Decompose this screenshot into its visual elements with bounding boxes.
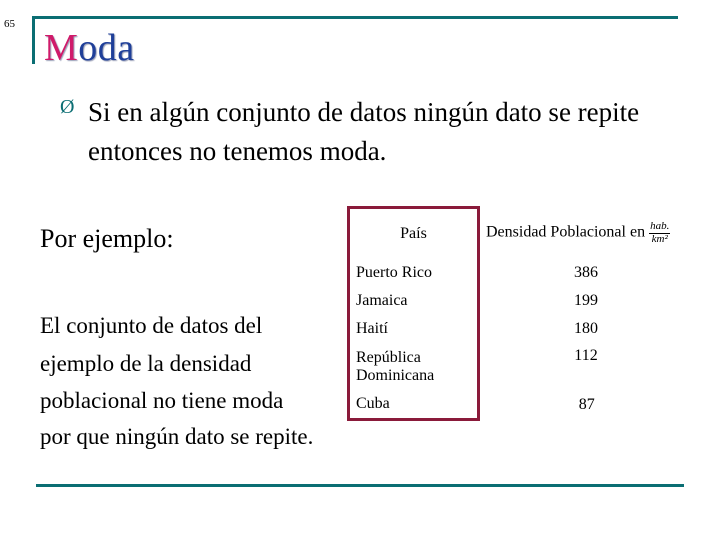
table-row bbox=[349, 259, 694, 287]
title-rest: oda bbox=[78, 27, 135, 69]
country-cell: Haití bbox=[349, 315, 479, 343]
table-row bbox=[349, 391, 694, 419]
density-table bbox=[347, 206, 695, 421]
title-initial: M bbox=[44, 27, 79, 69]
unit-fraction bbox=[649, 221, 670, 245]
top-rule bbox=[32, 16, 678, 19]
header-density-label: Densidad Poblacional en bbox=[486, 223, 646, 241]
unit-numerator: hab. bbox=[650, 220, 670, 233]
density-cell: 112 bbox=[574, 347, 598, 364]
explanation-text: El conjunto de datos del ejemplo de la densidad poblacional no tiene moda bbox=[40, 313, 284, 414]
bullet-text: Si en algún conjunto de datos ningún dato se repite entonces no tenemos moda. bbox=[88, 97, 640, 167]
conclusion-text: por que ningún dato se repite. bbox=[40, 424, 314, 449]
country-cell: Jamaica bbox=[349, 287, 479, 315]
density-cell: 87 bbox=[578, 396, 595, 413]
bottom-rule bbox=[36, 484, 684, 487]
header-density bbox=[479, 208, 694, 260]
country-cell: Cuba bbox=[349, 391, 479, 419]
country-cell: Puerto Rico bbox=[349, 259, 479, 287]
density-cell: 180 bbox=[574, 320, 598, 337]
table-row bbox=[349, 315, 694, 343]
density-cell: 386 bbox=[574, 264, 598, 281]
country-cell: República Dominicana bbox=[349, 343, 479, 391]
table-row bbox=[349, 287, 694, 315]
table-header-row bbox=[349, 208, 694, 260]
density-cell: 199 bbox=[574, 292, 598, 309]
bullet-arrow-icon: Ø bbox=[60, 96, 75, 118]
example-label: Por ejemplo: bbox=[40, 224, 174, 253]
header-country: País bbox=[349, 208, 479, 260]
table-row bbox=[349, 343, 694, 391]
unit-denominator: km² bbox=[651, 232, 668, 245]
left-rule bbox=[32, 16, 35, 64]
slide-title bbox=[44, 29, 135, 67]
page-number: 65 bbox=[4, 18, 15, 30]
